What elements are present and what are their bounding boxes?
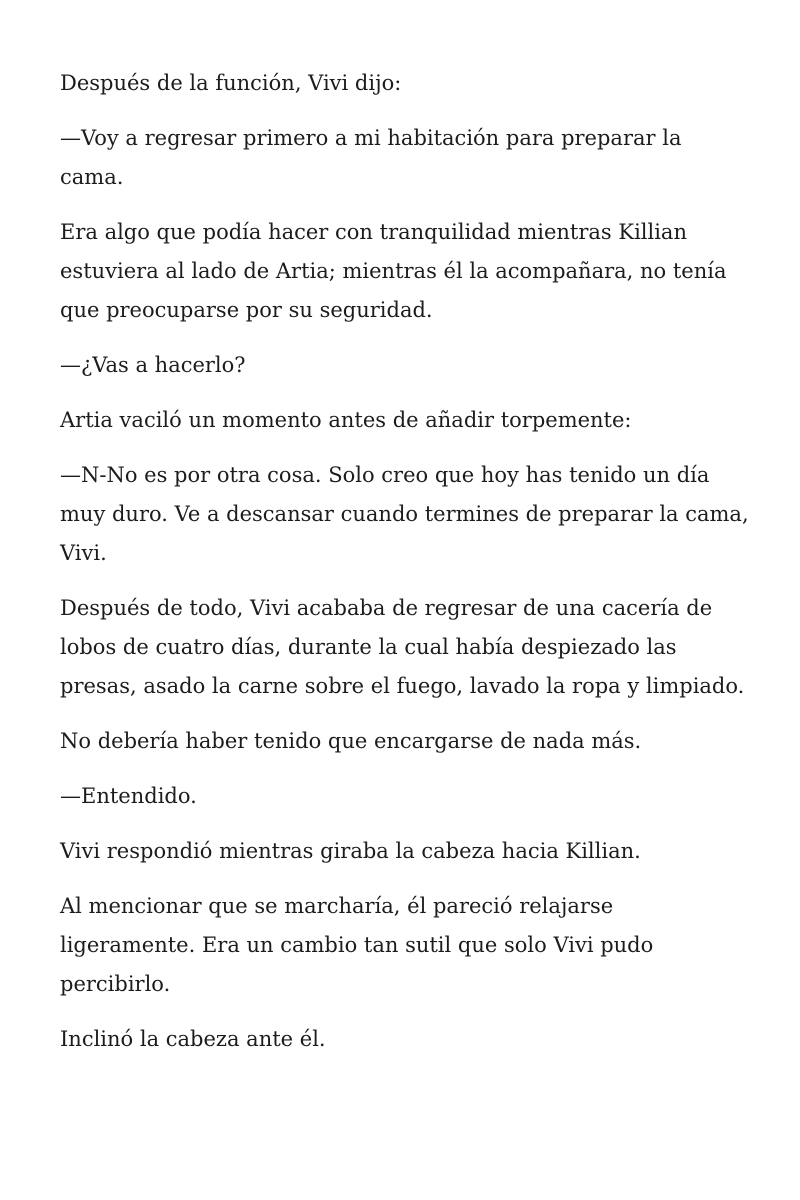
paragraph: —Voy a regresar primero a mi habitación para preparar la cama. <box>60 126 682 189</box>
reader-page <box>60 64 750 1075</box>
paragraph: Inclinó la cabeza ante él. <box>60 1027 326 1051</box>
paragraph: —N-No es por otra cosa. Solo creo que hoy has tenido un día muy duro. Ve a descansar cuando termines de preparar la cama, Vivi. <box>60 463 749 565</box>
paragraph: Vivi respondió mientras giraba la cabeza hacia Killian. <box>60 839 641 863</box>
paragraph: Después de la función, Vivi dijo: <box>60 71 402 95</box>
paragraph: Artia vaciló un momento antes de añadir torpemente: <box>60 408 632 432</box>
paragraph: Después de todo, Vivi acababa de regresar de una cacería de lobos de cuatro días, durante la cual había despiezado las presas, asado la carne sobre el fuego, lavado la ropa y limpiado. <box>60 596 745 698</box>
paragraph: No debería haber tenido que encargarse de nada más. <box>60 729 642 753</box>
paragraph: Al mencionar que se marcharía, él pareció relajarse ligeramente. Era un cambio tan sutil que solo Vivi pudo percibirlo. <box>60 894 654 996</box>
paragraph: —¿Vas a hacerlo? <box>60 353 246 377</box>
paragraph: —Entendido. <box>60 784 197 808</box>
paragraph: Era algo que podía hacer con tranquilidad mientras Killian estuviera al lado de Artia; mientras él la acompañara, no tenía que preocuparse por su seguridad. <box>60 220 727 322</box>
